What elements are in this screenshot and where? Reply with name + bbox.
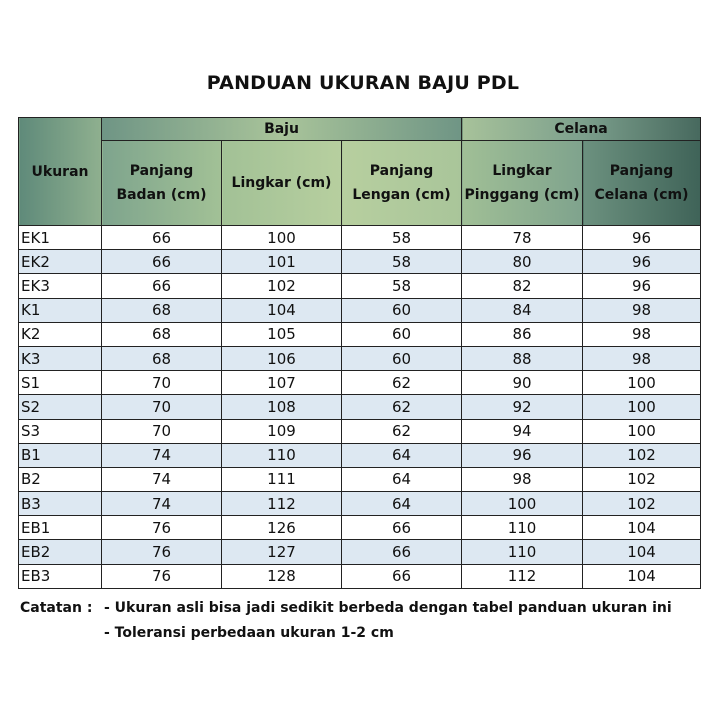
measurement-cell: 60 xyxy=(342,322,462,346)
measurement-cell: 62 xyxy=(342,371,462,395)
measurement-cell: 112 xyxy=(462,564,583,588)
measurement-cell: 66 xyxy=(342,540,462,564)
measurement-cell: 84 xyxy=(462,298,583,322)
table-row xyxy=(19,443,701,467)
measurement-cell: 104 xyxy=(583,540,701,564)
measurement-cell: 108 xyxy=(222,395,342,419)
measurement-cell: 64 xyxy=(342,443,462,467)
measurement-cell: 64 xyxy=(342,467,462,491)
measurement-cell: 105 xyxy=(222,322,342,346)
measurement-cell: 62 xyxy=(342,419,462,443)
measurement-cell: 102 xyxy=(583,467,701,491)
measurement-cell: 92 xyxy=(462,395,583,419)
measurement-cell: 102 xyxy=(222,274,342,298)
measurement-cell: 100 xyxy=(583,419,701,443)
measurement-cell: 109 xyxy=(222,419,342,443)
measurement-cell: 96 xyxy=(462,443,583,467)
measurement-cell: 70 xyxy=(102,371,222,395)
note-line: - Toleransi perbedaan ukuran 1-2 cm xyxy=(104,625,394,641)
table-row xyxy=(19,564,701,588)
measurement-cell: 110 xyxy=(222,443,342,467)
measurement-cell: 102 xyxy=(583,492,701,516)
measurement-cell: 80 xyxy=(462,250,583,274)
size-column-header: Ukuran xyxy=(19,118,102,226)
measurement-cell: 98 xyxy=(583,298,701,322)
table-row xyxy=(19,250,701,274)
measurement-cell: 76 xyxy=(102,516,222,540)
measurement-cell: 86 xyxy=(462,322,583,346)
measurement-cell: 98 xyxy=(462,467,583,491)
table-row xyxy=(19,298,701,322)
table-row xyxy=(19,467,701,491)
measurement-cell: 104 xyxy=(583,516,701,540)
measurement-cell: 66 xyxy=(342,516,462,540)
measurement-cell: 74 xyxy=(102,443,222,467)
measurement-cell: 60 xyxy=(342,298,462,322)
measurement-cell: 76 xyxy=(102,540,222,564)
measurement-cell: 96 xyxy=(583,226,701,250)
measurement-cell: 68 xyxy=(102,322,222,346)
measurement-cell: 60 xyxy=(342,346,462,370)
size-label-cell: K2 xyxy=(19,322,102,346)
measurement-cell: 100 xyxy=(462,492,583,516)
measurement-cell: 64 xyxy=(342,492,462,516)
size-label-cell: EB3 xyxy=(19,564,102,588)
note-line: - Ukuran asli bisa jadi sedikit berbeda dengan tabel panduan ukuran ini xyxy=(104,600,672,616)
size-label-cell: S2 xyxy=(19,395,102,419)
measurement-cell: 104 xyxy=(222,298,342,322)
measurement-cell: 94 xyxy=(462,419,583,443)
size-label-cell: EK3 xyxy=(19,274,102,298)
measurement-cell: 78 xyxy=(462,226,583,250)
measurement-cell: 126 xyxy=(222,516,342,540)
size-label-cell: B2 xyxy=(19,467,102,491)
measurement-cell: 100 xyxy=(583,395,701,419)
measurement-cell: 112 xyxy=(222,492,342,516)
measurement-cell: 66 xyxy=(102,226,222,250)
measurement-cell: 68 xyxy=(102,298,222,322)
measurement-cell: 82 xyxy=(462,274,583,298)
measurement-cell: 110 xyxy=(462,540,583,564)
measurement-cell: 58 xyxy=(342,226,462,250)
measurement-cell: 70 xyxy=(102,419,222,443)
measurement-cell: 74 xyxy=(102,492,222,516)
size-label-cell: EB2 xyxy=(19,540,102,564)
measurement-cell: 58 xyxy=(342,274,462,298)
size-label-cell: B1 xyxy=(19,443,102,467)
table-row xyxy=(19,274,701,298)
measurement-cell: 98 xyxy=(583,346,701,370)
measurement-cell: 110 xyxy=(462,516,583,540)
measurement-cell: 96 xyxy=(583,274,701,298)
measurement-cell: 66 xyxy=(342,564,462,588)
measurement-cell: 68 xyxy=(102,346,222,370)
measurement-cell: 66 xyxy=(102,250,222,274)
measurement-cell: 127 xyxy=(222,540,342,564)
measurement-cell: 76 xyxy=(102,564,222,588)
table-row xyxy=(19,516,701,540)
size-label-cell: EK2 xyxy=(19,250,102,274)
table-row xyxy=(19,226,701,250)
measurement-cell: 98 xyxy=(583,322,701,346)
table-row xyxy=(19,419,701,443)
measurement-cell: 104 xyxy=(583,564,701,588)
measurement-cell: 74 xyxy=(102,467,222,491)
size-label-cell: S3 xyxy=(19,419,102,443)
column-header-panjang-celana: Panjang Celana (cm) xyxy=(583,141,701,226)
table-row xyxy=(19,395,701,419)
group-header-celana: Celana xyxy=(462,118,701,141)
measurement-cell: 58 xyxy=(342,250,462,274)
size-label-cell: S1 xyxy=(19,371,102,395)
measurement-cell: 96 xyxy=(583,250,701,274)
measurement-cell: 106 xyxy=(222,346,342,370)
measurement-cell: 111 xyxy=(222,467,342,491)
measurement-cell: 66 xyxy=(102,274,222,298)
measurement-cell: 100 xyxy=(583,371,701,395)
measurement-cell: 90 xyxy=(462,371,583,395)
table-row xyxy=(19,346,701,370)
table-body xyxy=(19,226,701,589)
measurement-cell: 101 xyxy=(222,250,342,274)
measurement-cell: 107 xyxy=(222,371,342,395)
size-chart-table xyxy=(18,117,701,589)
measurement-cell: 70 xyxy=(102,395,222,419)
page-title: PANDUAN UKURAN BAJU PDL xyxy=(206,72,520,94)
column-header-panjang-lengan: Panjang Lengan (cm) xyxy=(342,141,462,226)
measurement-cell: 128 xyxy=(222,564,342,588)
measurement-cell: 102 xyxy=(583,443,701,467)
table-row xyxy=(19,540,701,564)
measurement-cell: 88 xyxy=(462,346,583,370)
group-header-baju: Baju xyxy=(102,118,462,141)
size-label-cell: B3 xyxy=(19,492,102,516)
size-label-cell: K3 xyxy=(19,346,102,370)
notes-label: Catatan : xyxy=(20,600,93,616)
measurement-cell: 100 xyxy=(222,226,342,250)
table-row xyxy=(19,371,701,395)
table-row xyxy=(19,322,701,346)
table-row xyxy=(19,492,701,516)
measurement-cell: 62 xyxy=(342,395,462,419)
column-header-lingkar-pinggang: Lingkar Pinggang (cm) xyxy=(462,141,583,226)
column-header-panjang-badan: Panjang Badan (cm) xyxy=(102,141,222,226)
column-header-lingkar: Lingkar (cm) xyxy=(222,141,342,226)
size-label-cell: K1 xyxy=(19,298,102,322)
size-label-cell: EB1 xyxy=(19,516,102,540)
size-label-cell: EK1 xyxy=(19,226,102,250)
